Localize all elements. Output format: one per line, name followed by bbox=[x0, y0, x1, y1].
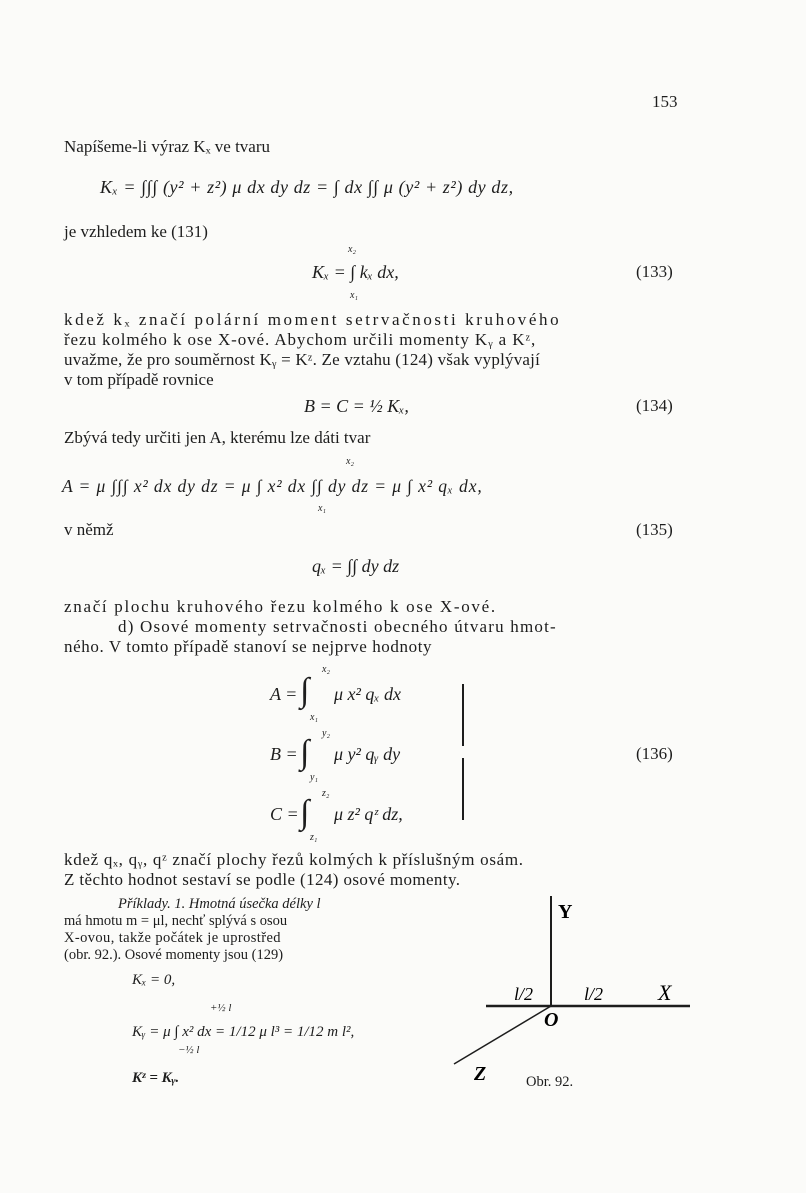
eq133-upper-limit: x₂ bbox=[348, 244, 356, 255]
paragraph-kdez2-line1: kdež qₓ, qᵧ, qᶻ značí plochy řezů kolmých k příslušným osám. bbox=[64, 850, 524, 869]
paragraph-kdez-line4: v tom případě rovnice bbox=[64, 370, 214, 389]
figure-caption: Obr. 92. bbox=[526, 1074, 574, 1090]
paragraph-kdez2-line2: Z těchto hodnot sestaví se podle (124) osové momenty. bbox=[64, 870, 461, 889]
eq136-b-upper: y₂ bbox=[322, 728, 330, 739]
equation-A: A = μ ∫∫∫ x² dx dy dz = μ ∫ x² dx ∫∫ dy dz = μ ∫ x² qₓ dx, bbox=[62, 476, 483, 496]
equation-kx-triple: Kₓ = ∫∫∫ (y² + z²) μ dx dy dz = ∫ dx ∫∫ μ (y² + z²) dy dz, bbox=[100, 177, 514, 197]
paragraph-kdez-line1: kdež kₓ značí polární moment setrvačnosti kruhového bbox=[64, 310, 562, 329]
axis-x-label: X bbox=[658, 980, 672, 1005]
half-right-label: l/2 bbox=[584, 984, 604, 1004]
equation-number-135: (135) bbox=[636, 520, 673, 539]
page-number: 153 bbox=[652, 92, 678, 111]
example-ky: Kᵧ = μ ∫ x² dx = 1/12 μ l³ = 1/12 m l², bbox=[132, 1024, 355, 1040]
equation-133: Kₓ = ∫ kₓ dx, bbox=[312, 262, 399, 282]
equation-134: B = C = ½ Kₓ, bbox=[304, 396, 409, 416]
eqA-upper-limit: x₂ bbox=[346, 456, 354, 467]
eq133-lower-limit: x₁ bbox=[350, 290, 358, 301]
equation-number-136: (136) bbox=[636, 744, 673, 763]
figure-92 bbox=[440, 890, 700, 1090]
example-line4: (obr. 92.). Osové momenty jsou (129) bbox=[64, 947, 284, 963]
paragraph-kdez-line2: řezu kolmého k ose X-ové. Abychom určili momenty Kᵧ a Kᶻ, bbox=[64, 330, 537, 349]
half-left-label: l/2 bbox=[514, 984, 534, 1004]
example-kz: Kᶻ = Kᵧ. bbox=[132, 1070, 180, 1086]
paragraph-plochu-line3: ného. V tomto případě stanoví se nejprve hodnoty bbox=[64, 637, 433, 656]
eq136-c-integral: ∫ bbox=[300, 794, 310, 831]
equation-number-134: (134) bbox=[636, 396, 673, 415]
eq136-a-upper: x₂ bbox=[322, 664, 330, 675]
axis-z-label: Z bbox=[474, 1063, 487, 1085]
eq136-b-integrand: μ y² qᵧ dy bbox=[334, 744, 401, 764]
eq136-b-lower: y₁ bbox=[310, 772, 318, 783]
z-axis-line bbox=[454, 1006, 551, 1064]
paragraph-plochu-line1: značí plochu kruhového řezu kolmého k ose X-ové. bbox=[64, 597, 497, 616]
eq136-b-integral: ∫ bbox=[300, 734, 310, 771]
example-ky-lower: −½ l bbox=[178, 1044, 200, 1056]
example-line3: X-ovou, takže počátek je uprostřed bbox=[64, 930, 281, 946]
intro-line: Napíšeme-li výraz Kₓ ve tvaru bbox=[64, 137, 271, 156]
example-kx: Kₓ = 0, bbox=[132, 972, 176, 988]
eq136-a-lhs: A = bbox=[270, 684, 298, 704]
origin-label: O bbox=[544, 1009, 559, 1031]
eq136-bracket-bottom bbox=[462, 758, 464, 820]
example-line2: má hmotu m = μl, nechť splývá s osou bbox=[64, 913, 288, 929]
axis-y-label: Y bbox=[558, 901, 573, 923]
eq136-c-lower: z₁ bbox=[310, 832, 318, 843]
example-ky-upper: +½ l bbox=[210, 1002, 232, 1014]
line-zbyva: Zbývá tedy určiti jen A, kterému lze dáti tvar bbox=[64, 428, 371, 447]
equation-135: qₓ = ∫∫ dy dz bbox=[312, 556, 400, 576]
eq136-bracket-top bbox=[462, 684, 464, 746]
example-line1: Příklady. 1. Hmotná úsečka délky l bbox=[118, 896, 321, 912]
eq136-b-lhs: B = bbox=[270, 744, 298, 764]
eq136-c-lhs: C = bbox=[270, 804, 299, 824]
line-vnemz: v němž bbox=[64, 520, 114, 539]
eq136-c-integrand: μ z² qᶻ dz, bbox=[334, 804, 403, 824]
equation-number-133: (133) bbox=[636, 262, 673, 281]
eqA-lower-limit: x₁ bbox=[318, 503, 326, 514]
eq136-a-integral: ∫ bbox=[300, 672, 310, 709]
eq136-c-upper: z₂ bbox=[322, 788, 330, 799]
line-vzhledem: je vzhledem ke (131) bbox=[64, 222, 208, 241]
paragraph-plochu-line2: d) Osové momenty setrvačnosti obecného útvaru hmot- bbox=[118, 617, 557, 636]
paragraph-kdez-line3: uvažme, že pro souměrnost Kᵧ = Kᶻ. Ze vztahu (124) však vyplývají bbox=[64, 350, 540, 369]
eq136-a-integrand: μ x² qₓ dx bbox=[334, 684, 402, 704]
eq136-a-lower: x₁ bbox=[310, 712, 318, 723]
